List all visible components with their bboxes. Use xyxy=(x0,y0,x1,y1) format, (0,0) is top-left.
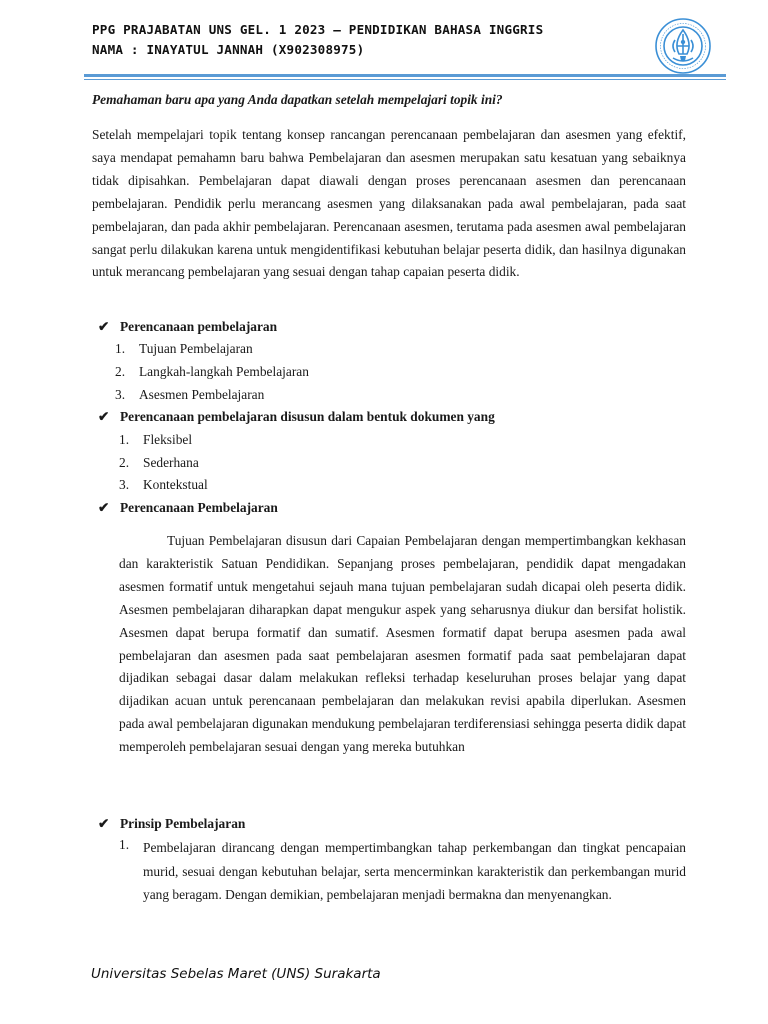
section4-item-number: 1. xyxy=(119,837,130,852)
header-program-line: PPG PRAJABATAN UNS GEL. 1 2023 – PENDIDIKAN BAHASA INGGRIS xyxy=(92,22,544,37)
check-icon: ✔ xyxy=(98,816,110,831)
list-item: 3. Asesmen Pembelajaran xyxy=(115,387,265,402)
section3-heading-text: Perencanaan Pembelajaran xyxy=(120,500,278,515)
section3-paragraph: Tujuan Pembelajaran disusun dari Capaian Pembelajaran dengan mempertimbangkan kekhasan dan karakteristik Satuan Pendidikan. Sepanjang proses pembelajaran, pendidik dapat mengadakan asesmen formatif untuk mengetahui sejauh mana tujuan pembelajaran sudah dicapai oleh peserta didik. Asesmen pembelajaran diharapkan dapat mengukur aspek yang seharusnya diukur dan bersifat holistik. Asesmen dapat berupa formatif dan sumatif. Asesmen formatif dapat berupa asesmen pada awal pembelajaran dan asesmen pada saat pembelajaran asesmen formatif pada saat pembelajaran dapat dijadikan sebagai dasar dalam melakukan refleksi terhadap keseluruhan proses belajar yang dapat dijadikan acuan untuk perencanaan pembelajaran dan melakukan revisi apabila diperlukan. Asesmen pada awal pembelajaran digunakan mendukung pembelajaran terdiferensiasi sehingga peserta didik dapat memperoleh pembelajaran sesuai dengan yang mereka butuhkan xyxy=(119,533,686,755)
section1-heading xyxy=(98,318,277,336)
section4-heading-text: Prinsip Pembelajaran xyxy=(120,816,246,831)
page-footer: Universitas Sebelas Maret (UNS) Surakarta xyxy=(91,966,381,982)
check-icon: ✔ xyxy=(98,319,110,334)
document-header xyxy=(92,20,632,60)
section1-heading-text: Perencanaan pembelajaran xyxy=(120,319,278,334)
section4-heading xyxy=(98,815,245,833)
section2-heading-text: Perencanaan pembelajaran disusun dalam bentuk dokumen yang xyxy=(120,409,495,424)
check-icon: ✔ xyxy=(98,409,110,424)
list-item: 1. Tujuan Pembelajaran xyxy=(115,341,253,356)
header-name-line: NAMA : INAYATUL JANNAH (X902308975) xyxy=(92,42,365,57)
list-item: 2. Sederhana xyxy=(119,455,199,470)
check-icon: ✔ xyxy=(98,500,110,515)
section4-item-text: Pembelajaran dirancang dengan mempertimbangkan tahap perkembangan dan tingkat pencapaian murid, sesuai dengan kebutuhan belajar, serta mencerminkan karakteristik dan perkembangan murid yang beragam. Dengan demikian, pembelajaran menjadi bermakna dan menyenangkan. xyxy=(143,840,686,903)
list-item: 2. Langkah-langkah Pembelajaran xyxy=(115,364,309,379)
header-divider-thin xyxy=(84,79,726,80)
list-item: 3. Kontekstual xyxy=(119,477,208,492)
section3-heading xyxy=(98,499,278,517)
section2-heading xyxy=(98,408,495,426)
header-divider-thick xyxy=(84,74,726,77)
list-item: 1. Fleksibel xyxy=(119,432,193,447)
intro-paragraph: Setelah mempelajari topik tentang konsep rancangan perencanaan pembelajaran dan asesmen yang efektif, saya mendapat pemahamn baru bahwa Pembelajaran dan asesmen merupakan satu kesatuan yang sebaiknya tidak dipisahkan. Pembelajaran dapat diawali dengan proses perencanaan asesmen dan perencanaan pembelajaran. Pendidik perlu merancang asesmen yang dilaksanakan pada awal pembelajaran, pada saat pembelajaran, dan pada akhir pembelajaran. Perencanaan asesmen, terutama pada asesmen awal pembelajaran sangat perlu dilakukan karena untuk mengidentifikasi kebutuhan belajar peserta didik, dan hasilnya digunakan untuk merancang pembelajaran yang sesuai dengan tahap capaian peserta didik. xyxy=(92,127,686,280)
uns-logo-icon xyxy=(653,16,713,76)
reflection-question: Pemahaman baru apa yang Anda dapatkan setelah mempelajari topik ini? xyxy=(92,92,503,107)
